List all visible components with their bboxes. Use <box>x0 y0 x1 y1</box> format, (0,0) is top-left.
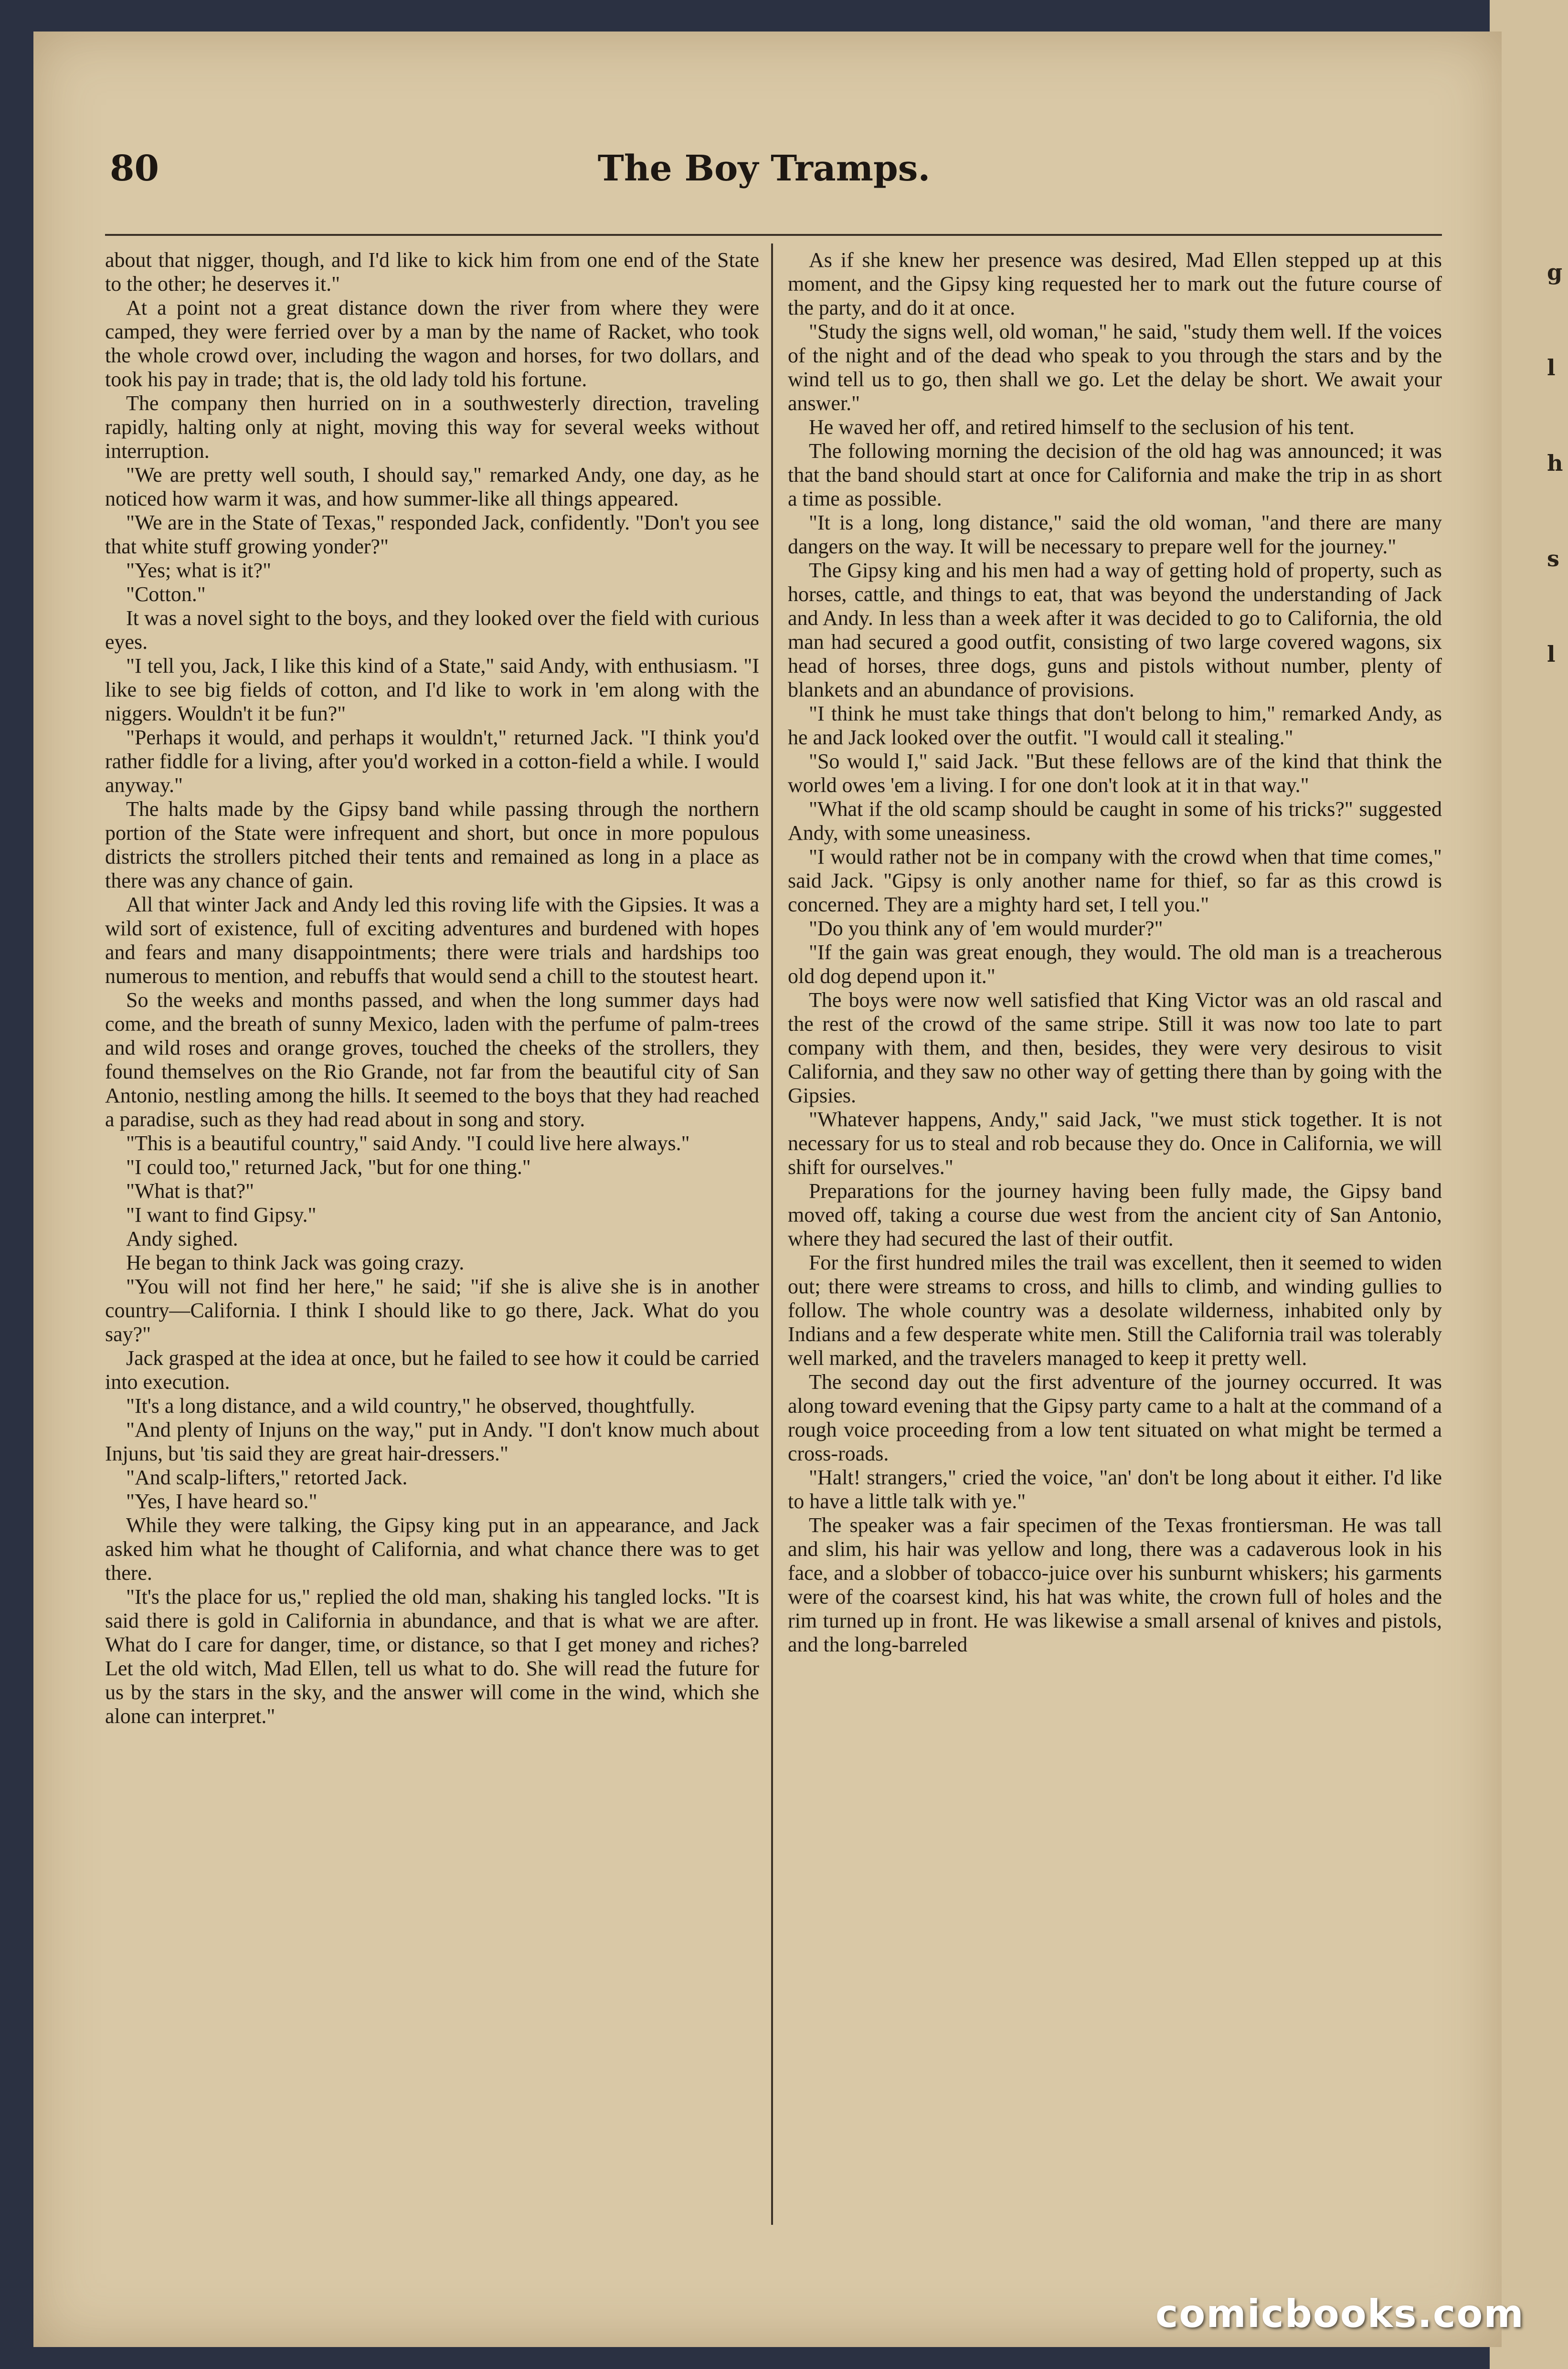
paragraph: "What if the old scamp should be caught in some of his tricks?" suggested Andy, with some uneasiness. <box>788 797 1442 845</box>
edge-letter: l <box>1547 355 1556 381</box>
paragraph: The speaker was a fair specimen of the Texas frontiersman. He was tall and slim, his hair was yellow and long, there was a cadaverous look in his face, and a slobber of tobacco-juice over his sunburnt whiskers; his garments were of the coarsest kind, his hat was white, the crown full of holes and the rim turned up in front. He was likewise a small arsenal of knives and pistols, and the long-barreled <box>788 1513 1442 1656</box>
edge-letter: l <box>1547 641 1556 667</box>
paragraph: He began to think Jack was going crazy. <box>126 1251 465 1274</box>
paragraph: As if she knew her presence was desired, Mad Ellen stepped up at this moment, and the Gipsy king requested her to mark out the future course of the party, and do it at once. <box>788 248 1442 319</box>
paragraph: "And scalp-lifters," retorted Jack. <box>126 1466 408 1489</box>
header-rule <box>105 234 1442 236</box>
paragraph: "Study the signs well, old woman," he said, "study them well. If the voices of the night and of the dead who speak to you through the stars and by the wind tell us to go, then shall we go. Let the delay be short. We await your answer." <box>788 320 1442 415</box>
paragraph: "I think he must take things that don't belong to him," remarked Andy, as he and Jack looked over the outfit. "I would call it stealing." <box>788 702 1442 749</box>
adjacent-page-letters <box>1547 224 1568 702</box>
paragraph: Andy sighed. <box>126 1227 238 1250</box>
paragraph: "Yes; what is it?" <box>126 559 272 582</box>
paragraph: "This is a beautiful country," said Andy. "I could live here always." <box>126 1132 690 1155</box>
paragraph: "I want to find Gipsy." <box>126 1203 317 1227</box>
paragraph: For the first hundred miles the trail was excellent, then it seemed to widen out; there were streams to cross, and hills to climb, and winding gullies to follow. The whole country was a desolate wilderness, inhabited only by Indians and a few desperate white men. Still the California trail was tolerably well marked, and the travelers managed to keep it pretty well. <box>788 1251 1442 1370</box>
paragraph: "And plenty of Injuns on the way," put in Andy. "I don't know much about Injuns, but 'tis said they are great hair-dressers." <box>105 1418 759 1465</box>
paragraph: "It's the place for us," replied the old man, shaking his tangled locks. "It is said there is gold in California in abundance, and that is what we are after. What do I care for danger, time, or distance, so that I get money and riches? Let the old witch, Mad Ellen, tell us what to do. She will read the future for us by the stars in the sky, and the answer will come in the wind, which she alone can interpret." <box>105 1585 759 1728</box>
edge-letter: g <box>1547 259 1563 285</box>
edge-letter: s <box>1547 546 1559 571</box>
paragraph: "It is a long, long distance," said the old woman, "and there are many dangers on the way. It will be necessary to prepare well for the journey." <box>788 511 1442 558</box>
page-header <box>72 148 1456 205</box>
paragraph: "So would I," said Jack. "But these fellows are of the kind that think the world owes 'em a living. I for one don't look at it in that way." <box>788 750 1442 797</box>
paragraph: "We are in the State of Texas," responded Jack, confidently. "Don't you see that white stuff growing yonder?" <box>105 511 759 558</box>
paragraph: So the weeks and months passed, and when the long summer days had come, and the breath of sunny Mexico, laden with the perfume of palm-trees and wild roses and orange groves, touched the cheeks of the strollers, they found themselves on the Rio Grande, not far from the beautiful city of San Antonio, nestling among the hills. It seemed to the boys that they had reached a paradise, such as they had read about in song and story. <box>105 988 759 1131</box>
paragraph: "It's a long distance, and a wild country," he observed, thoughtfully. <box>126 1394 695 1417</box>
running-title: The Boy Tramps. <box>597 148 931 189</box>
paragraph: It was a novel sight to the boys, and they looked over the field with curious eyes. <box>105 606 759 654</box>
paragraph: "I would rather not be in company with the crowd when that time comes," said Jack. "Gipsy is only another name for thief, so far as this crowd is concerned. They are a mighty hard set, I tell you." <box>788 845 1442 916</box>
paragraph: The second day out the first adventure of the journey occurred. It was along toward evening that the Gipsy party came to a halt at the command of a rough voice proceeding from a low tent situated on what might be termed a cross-roads. <box>788 1370 1442 1465</box>
paragraph: "Do you think any of 'em would murder?" <box>809 917 1163 940</box>
paragraph: All that winter Jack and Andy led this roving life with the Gipsies. It was a wild sort of existence, full of exciting adventures and burdened with hopes and fears and many disappointments; there were trials and hardships too numerous to mention, and rebuffs that would send a chill to the stoutest heart. <box>105 893 759 988</box>
page-number: 80 <box>110 148 159 189</box>
paragraph: He waved her off, and retired himself to the seclusion of his tent. <box>809 415 1355 439</box>
paragraph: "I could too," returned Jack, "but for one thing." <box>126 1155 531 1179</box>
paragraph: "I tell you, Jack, I like this kind of a State," said Andy, with enthusiasm. "I like to see big fields of cotton, and I'd like to work in 'em along with the niggers. Wouldn't it be fun?" <box>105 654 759 725</box>
watermark: comicbooks.com <box>1155 2292 1525 2336</box>
paragraph: Jack grasped at the idea at once, but he failed to see how it could be carried into execution. <box>105 1346 759 1394</box>
paragraph: "We are pretty well south, I should say," remarked Andy, one day, as he noticed how warm it was, and how summer-like all things appeared. <box>105 463 759 510</box>
paragraph: "Halt! strangers," cried the voice, "an' don't be long about it either. I'd like to have a little talk with ye." <box>788 1466 1442 1513</box>
edge-letter: h <box>1547 450 1563 476</box>
paragraph: While they were talking, the Gipsy king put in an appearance, and Jack asked him what he thought of California, and what chance there was to get there. <box>105 1513 759 1585</box>
paragraph: The company then hurried on in a southwesterly direction, traveling rapidly, halting only at night, moving this way for several weeks without interruption. <box>105 391 759 463</box>
paragraph: The boys were now well satisfied that King Victor was an old rascal and the rest of the crowd of the same stripe. Still it was now too late to part company with them, and then, besides, they were very desirous to visit California, and they saw no other way of getting there than by going with the Gipsies. <box>788 988 1442 1107</box>
paragraph: Preparations for the journey having been fully made, the Gipsy band moved off, taking a course due west from the ancient city of San Antonio, where they had secured the last of their outfit. <box>788 1179 1442 1250</box>
right-text-column <box>788 248 1442 2244</box>
paragraph: about that nigger, though, and I'd like to kick him from one end of the State to the other; he deserves it." <box>105 248 759 296</box>
paragraph: "You will not find her here," he said; "if she is alive she is in another country—California. I think I should like to go there, Jack. What do you say?" <box>105 1275 759 1346</box>
paragraph: "Cotton." <box>126 582 206 606</box>
paragraph: "What is that?" <box>126 1179 254 1203</box>
left-text-column <box>105 248 759 2244</box>
paragraph: "Yes, I have heard so." <box>126 1490 318 1513</box>
paragraph: The Gipsy king and his men had a way of getting hold of property, such as horses, cattle, and things to eat, that was beyond the understanding of Jack and Andy. In less than a week after it was decided to go to California, the old man had secured a good outfit, consisting of two large covered wagons, six head of horses, three dogs, guns and pistols without number, plenty of blankets and an abundance of provisions. <box>788 559 1442 701</box>
paragraph: "Whatever happens, Andy," said Jack, "we must stick together. It is not necessary for us to steal and rob because they do. Once in California, we will shift for ourselves." <box>788 1108 1442 1179</box>
paragraph: "Perhaps it would, and perhaps it wouldn't," returned Jack. "I think you'd rather fiddle for a living, after you'd worked in a cotton-field a while. I would anyway." <box>105 726 759 797</box>
paragraph: At a point not a great distance down the river from where they were camped, they were ferried over by a man by the name of Racket, who took the whole crowd over, including the wagon and horses, for two dollars, and took his pay in trade; that is, the old lady told his fortune. <box>105 296 759 391</box>
paragraph: "If the gain was great enough, they would. The old man is a treacherous old dog depend upon it." <box>788 941 1442 988</box>
paragraph: The following morning the decision of the old hag was announced; it was that the band should start at once for California and make the trip in as short a time as possible. <box>788 439 1442 510</box>
paragraph: The halts made by the Gipsy band while passing through the northern portion of the State were infrequent and short, but once in more populous districts the strollers pitched their tents and remained as long in a place as there was any chance of gain. <box>105 797 759 892</box>
column-divider <box>771 243 773 2225</box>
